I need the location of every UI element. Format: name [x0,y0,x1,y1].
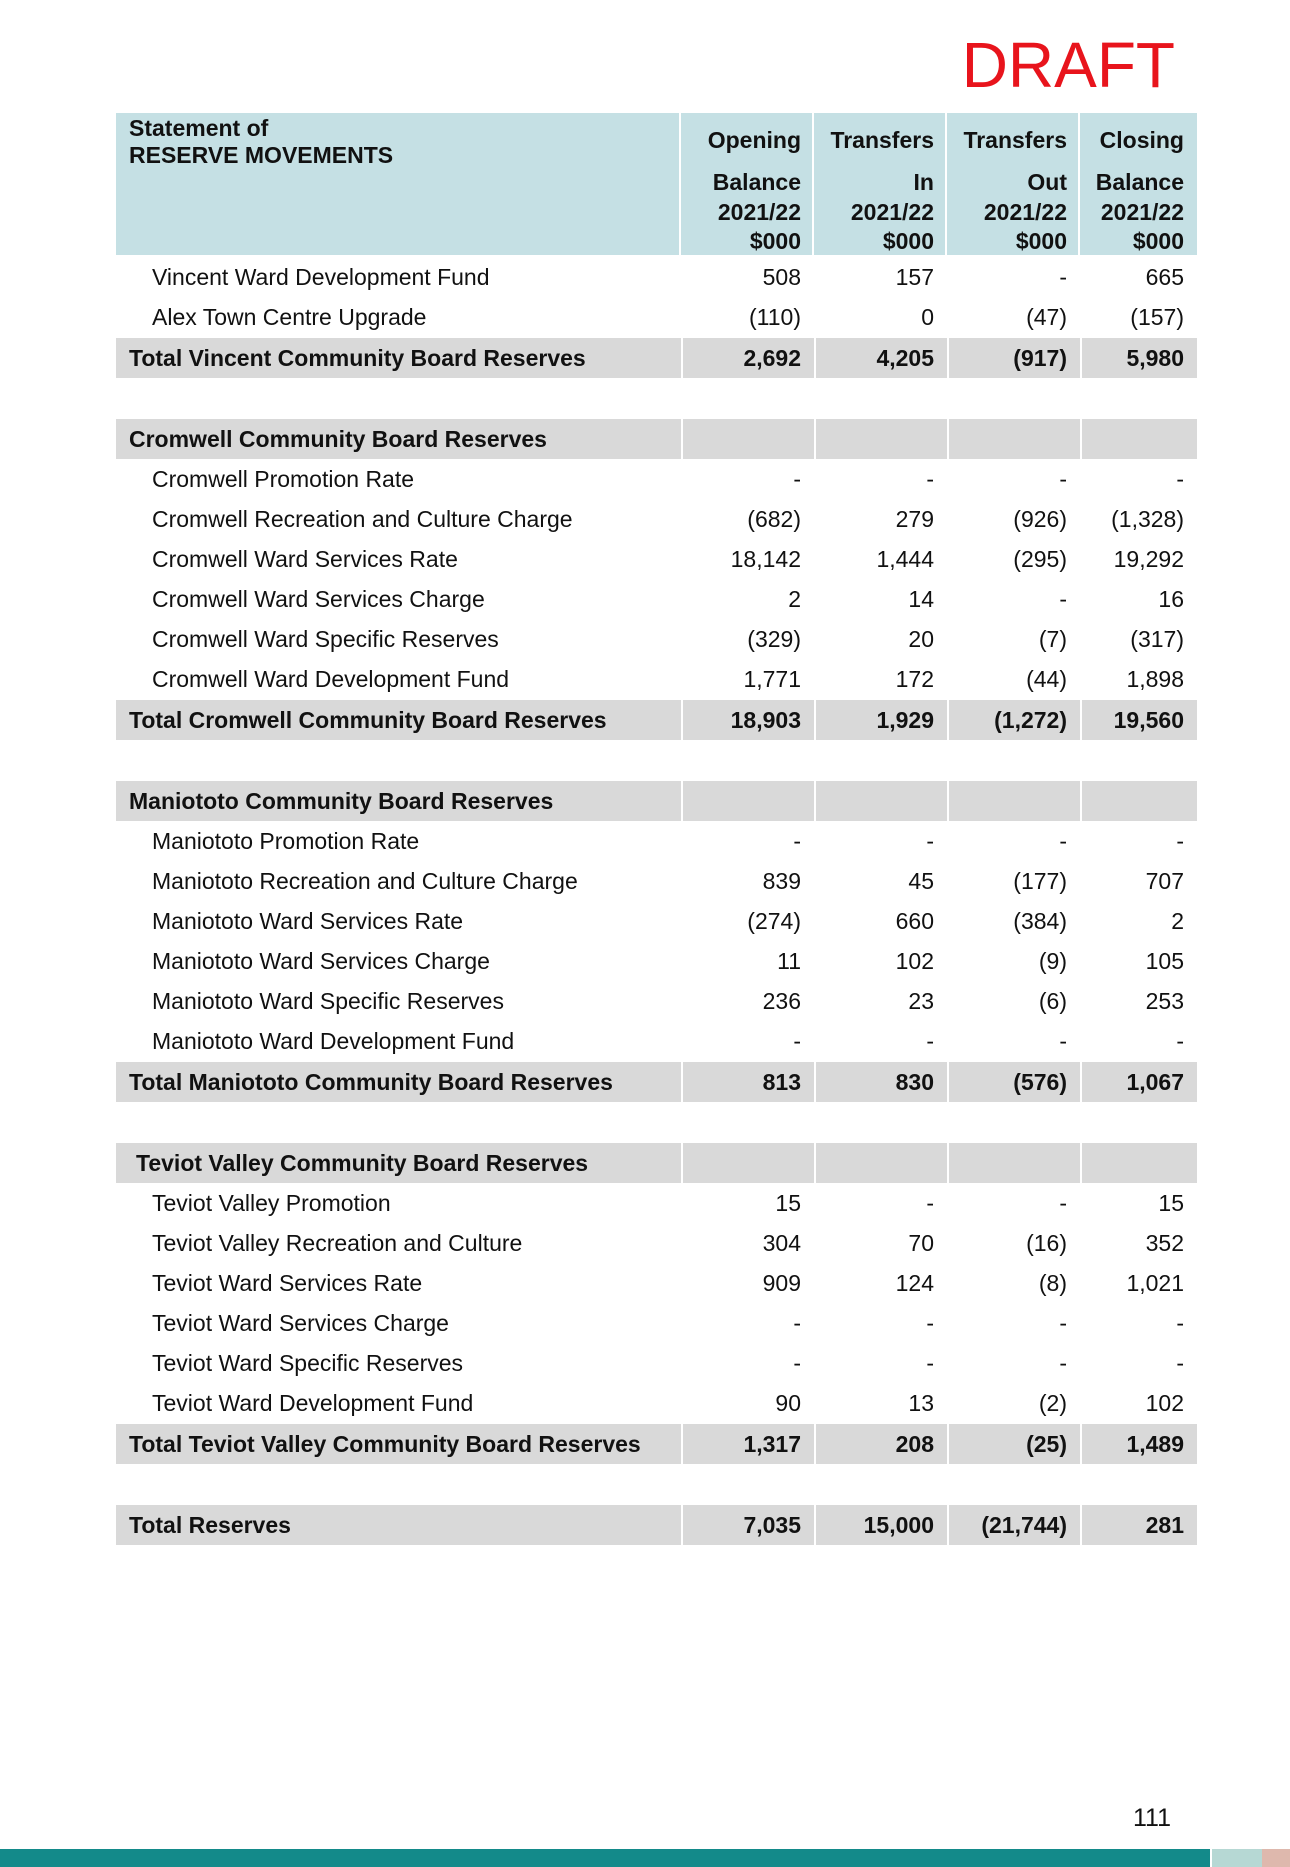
cell-closing-balance: 665 [1145,264,1184,290]
cell-opening-balance: (682) [747,506,801,532]
table-row [116,1021,1197,1061]
table-title-line1: Statement of [129,115,269,141]
cell-closing-balance: - [1176,1028,1184,1054]
cell-closing-balance [1080,781,1197,821]
header-col-line: Balance [1095,169,1184,195]
footer-bar [0,1849,1210,1867]
header-col-closing [1080,113,1197,255]
row-label: Maniototo Promotion Rate [152,827,420,854]
total-row [116,1504,1197,1545]
row-label: Total Maniototo Community Board Reserves [129,1068,613,1095]
row-label: Maniototo Community Board Reserves [129,787,554,814]
cell-opening-balance: 909 [762,1270,801,1296]
cell-transfers-in: 4,205 [814,338,947,378]
cell-transfers-out: - [1059,1310,1067,1336]
cell-transfers-out: (8) [1038,1270,1067,1296]
cell-transfers-out: (25) [947,1424,1080,1464]
cell-closing-balance: - [1176,1310,1184,1336]
table-row [116,297,1197,337]
cell-opening-balance: 1,771 [743,666,801,692]
cell-transfers-out: - [1059,466,1067,492]
header-col-opening [681,113,814,255]
cell-transfers-out: (16) [1026,1230,1067,1256]
cell-opening-balance: 813 [681,1062,814,1102]
row-spacer [116,740,1197,780]
cell-transfers-out: (44) [1026,666,1067,692]
total-row [116,337,1197,378]
cell-closing-balance [1080,419,1197,459]
table-header [116,113,1197,257]
row-label: Alex Town Centre Upgrade [152,303,427,330]
cell-transfers-out: (295) [1013,546,1067,572]
cell-opening-balance: 236 [762,988,801,1014]
header-col-sublabel [984,168,1067,257]
cell-opening-balance: 90 [775,1390,801,1416]
table-row [116,257,1197,297]
row-label: Teviot Ward Specific Reserves [152,1349,464,1376]
cell-transfers-in: 1,444 [876,546,934,572]
table-row [116,1223,1197,1263]
cell-closing-balance [1080,1143,1197,1183]
table-row [116,981,1197,1021]
row-label: Total Vincent Community Board Reserves [129,344,586,371]
table-row [116,579,1197,619]
cell-closing-balance: 5,980 [1080,338,1197,378]
table-row [116,659,1197,699]
header-col-line: In [913,169,934,195]
cell-transfers-in: 14 [908,586,934,612]
row-label: Maniototo Recreation and Culture Charge [152,867,578,894]
cell-opening-balance: 18,903 [681,700,814,740]
cell-opening-balance: - [793,1350,801,1376]
cell-transfers-out: (926) [1013,506,1067,532]
cell-transfers-in: - [926,1190,934,1216]
cell-transfers-in: 0 [921,304,934,330]
reserve-movements-table [116,113,1197,1545]
cell-opening-balance: (329) [747,626,801,652]
row-label: Teviot Valley Community Board Reserves [136,1149,589,1176]
cell-closing-balance: 253 [1145,988,1184,1014]
row-label: Cromwell Ward Services Charge [152,585,485,612]
table-title [129,115,393,169]
table-row [116,619,1197,659]
cell-transfers-in: 15,000 [814,1505,947,1545]
cell-transfers-out: - [1059,1190,1067,1216]
header-col-sublabel [1096,168,1184,257]
table-row [116,539,1197,579]
cell-opening-balance: 839 [762,868,801,894]
header-col-transfers-out [947,113,1080,255]
cell-transfers-out: (1,272) [947,700,1080,740]
cell-closing-balance: (157) [1130,304,1184,330]
cell-closing-balance: 2 [1171,908,1184,934]
row-spacer [116,378,1197,418]
cell-closing-balance: (317) [1130,626,1184,652]
cell-transfers-in: 157 [895,264,934,290]
cell-transfers-out: (7) [1038,626,1067,652]
cell-opening-balance: - [793,1310,801,1336]
cell-transfers-out [947,419,1080,459]
draft-watermark: DRAFT [961,29,1175,101]
header-col-year: 2021/22 [717,198,801,225]
cell-transfers-in: 660 [895,908,934,934]
cell-closing-balance: 16 [1158,586,1184,612]
row-label: Maniototo Ward Development Fund [152,1027,515,1054]
header-col-label: Closing [1099,127,1184,153]
cell-transfers-in [814,781,947,821]
cell-closing-balance: 1,021 [1126,1270,1184,1296]
cell-closing-balance: 15 [1158,1190,1184,1216]
cell-transfers-in: 1,929 [814,700,947,740]
table-body [116,257,1197,1545]
cell-closing-balance: 1,489 [1080,1424,1197,1464]
cell-transfers-out: (2) [1038,1390,1067,1416]
total-row [116,1423,1197,1464]
section-header-row [116,780,1197,821]
cell-transfers-in: 172 [895,666,934,692]
row-label: Maniototo Ward Services Charge [152,947,490,974]
cell-opening-balance [681,781,814,821]
cell-closing-balance: - [1176,1350,1184,1376]
header-col-year: 2021/22 [983,198,1067,225]
cell-closing-balance: 1,067 [1080,1062,1197,1102]
header-col-label: Opening [707,127,801,153]
cell-closing-balance: 19,292 [1113,546,1184,572]
row-label: Total Reserves [129,1511,291,1538]
row-label: Teviot Valley Promotion [152,1189,391,1216]
cell-transfers-out: - [1059,1350,1067,1376]
row-spacer [116,1464,1197,1504]
cell-transfers-in [814,419,947,459]
table-row [116,901,1197,941]
cell-transfers-out: (21,744) [947,1505,1080,1545]
table-row [116,1303,1197,1343]
table-row [116,1343,1197,1383]
cell-opening-balance: 7,035 [681,1505,814,1545]
header-col-transfers-in [814,113,947,255]
cell-closing-balance: (1,328) [1111,506,1184,532]
cell-transfers-in: - [926,1028,934,1054]
cell-transfers-in: 20 [908,626,934,652]
cell-opening-balance: - [793,466,801,492]
cell-opening-balance: 2 [788,586,801,612]
cell-closing-balance: 1,898 [1126,666,1184,692]
row-label: Cromwell Ward Services Rate [152,545,458,572]
row-label: Total Teviot Valley Community Board Reserves [129,1430,641,1457]
cell-opening-balance: 18,142 [730,546,801,572]
cell-transfers-out: (6) [1038,988,1067,1014]
cell-transfers-out [947,1143,1080,1183]
cell-transfers-out: (917) [947,338,1080,378]
row-spacer [116,1102,1197,1142]
cell-transfers-in [814,1143,947,1183]
cell-transfers-in: 208 [814,1424,947,1464]
cell-opening-balance: 304 [762,1230,801,1256]
row-label: Teviot Ward Services Charge [152,1309,449,1336]
cell-transfers-out: (47) [1026,304,1067,330]
row-label: Teviot Ward Development Fund [152,1389,474,1416]
row-label: Cromwell Ward Specific Reserves [152,625,499,652]
header-col-unit: $000 [749,228,801,254]
cell-transfers-in: - [926,466,934,492]
table-row [116,499,1197,539]
cell-transfers-in: 830 [814,1062,947,1102]
row-label: Maniototo Ward Services Rate [152,907,464,934]
cell-transfers-in: - [926,1310,934,1336]
header-col-unit: $000 [1132,228,1184,254]
header-col-sublabel [713,168,801,257]
table-row [116,1383,1197,1423]
cell-transfers-in: 279 [895,506,934,532]
cell-closing-balance: 19,560 [1080,700,1197,740]
row-label: Total Cromwell Community Board Reserves [129,706,607,733]
cell-opening-balance [681,419,814,459]
table-row [116,941,1197,981]
cell-transfers-in: 23 [908,988,934,1014]
cell-opening-balance: (110) [749,304,801,330]
cell-transfers-in: 13 [908,1390,934,1416]
cell-transfers-out: - [1059,264,1067,290]
row-label: Maniototo Ward Specific Reserves [152,987,504,1014]
total-row [116,1061,1197,1102]
cell-closing-balance: 105 [1145,948,1184,974]
cell-transfers-in: - [926,1350,934,1376]
header-col-line: Balance [712,169,801,195]
footer-bar-accent-end [1262,1849,1290,1867]
cell-opening-balance: 2,692 [681,338,814,378]
cell-opening-balance: 15 [775,1190,801,1216]
cell-opening-balance: - [793,1028,801,1054]
cell-closing-balance: - [1176,466,1184,492]
cell-opening-balance: 508 [762,264,801,290]
row-label: Cromwell Promotion Rate [152,465,415,492]
section-header-row [116,1142,1197,1183]
cell-opening-balance [681,1143,814,1183]
cell-transfers-in: - [926,828,934,854]
row-label: Cromwell Ward Development Fund [152,665,510,692]
row-label: Cromwell Recreation and Culture Charge [152,505,573,532]
section-header-row [116,418,1197,459]
cell-transfers-out: (384) [1013,908,1067,934]
table-row [116,459,1197,499]
cell-opening-balance: - [793,828,801,854]
cell-transfers-out: - [1059,586,1067,612]
row-label: Teviot Ward Services Rate [152,1269,423,1296]
cell-transfers-in: 124 [895,1270,934,1296]
cell-transfers-out: (177) [1013,868,1067,894]
page-number: 111 [1133,1804,1172,1832]
header-col-unit: $000 [882,228,934,254]
cell-closing-balance: 352 [1145,1230,1184,1256]
cell-closing-balance: 707 [1145,868,1184,894]
header-col-line: Out [1027,169,1067,195]
cell-opening-balance: 11 [777,948,801,974]
table-row [116,1183,1197,1223]
cell-transfers-in: 45 [908,868,934,894]
table-row [116,1263,1197,1303]
cell-transfers-out [947,781,1080,821]
row-label: Teviot Valley Recreation and Culture [152,1229,523,1256]
cell-opening-balance: (274) [747,908,801,934]
cell-closing-balance: - [1176,828,1184,854]
cell-closing-balance: 281 [1080,1505,1197,1545]
total-row [116,699,1197,740]
header-col-year: 2021/22 [850,198,934,225]
table-title-line2: RESERVE MOVEMENTS [129,142,394,168]
cell-closing-balance: 102 [1145,1390,1184,1416]
header-col-sublabel [851,168,934,257]
header-col-year: 2021/22 [1100,198,1184,225]
table-row [116,821,1197,861]
cell-transfers-in: 102 [895,948,934,974]
header-col-label: Transfers [963,127,1067,153]
cell-transfers-out: (9) [1038,948,1067,974]
table-row [116,861,1197,901]
row-label: Vincent Ward Development Fund [152,263,490,290]
cell-transfers-out: (576) [947,1062,1080,1102]
header-col-unit: $000 [1015,228,1067,254]
cell-transfers-out: - [1059,828,1067,854]
header-col-label: Transfers [830,127,934,153]
row-label: Cromwell Community Board Reserves [129,425,547,452]
cell-transfers-out: - [1059,1028,1067,1054]
cell-opening-balance: 1,317 [681,1424,814,1464]
cell-transfers-in: 70 [908,1230,934,1256]
